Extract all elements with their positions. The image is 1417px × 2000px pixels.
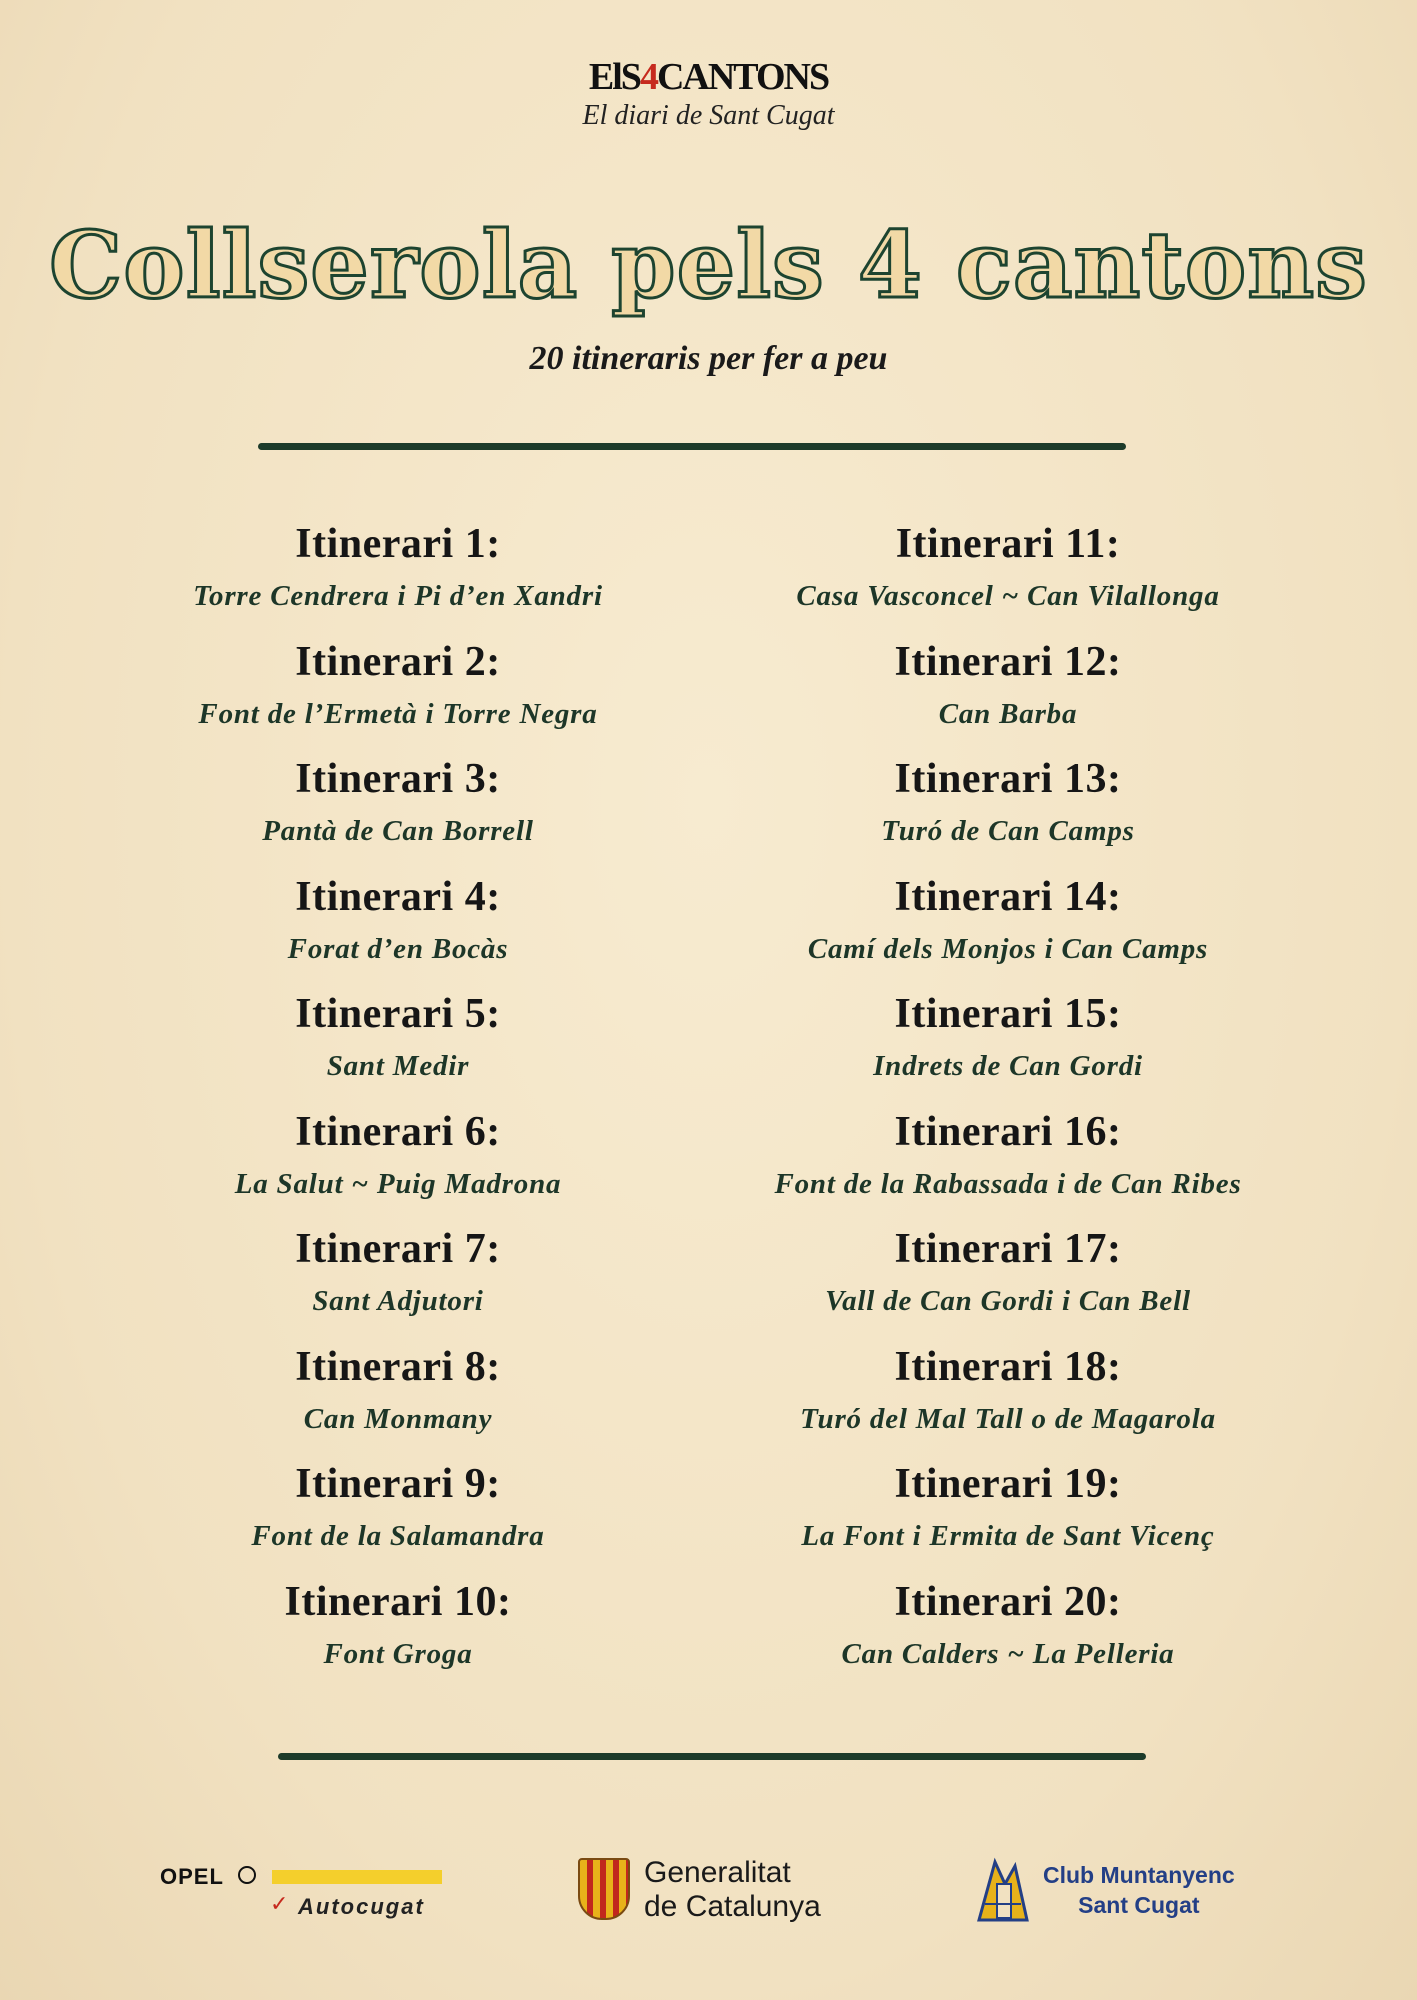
itinerary-item bbox=[118, 1338, 678, 1456]
itinerary-item bbox=[118, 868, 678, 986]
itinerary-place: Forat d’en Bocàs bbox=[287, 932, 509, 965]
page-title: Collserola pels 4 cantons bbox=[49, 211, 1368, 319]
itinerary-item bbox=[728, 1220, 1288, 1338]
itinerary-column-left bbox=[118, 515, 678, 1690]
itinerary-place: Sant Adjutori bbox=[312, 1285, 484, 1317]
bottom-divider bbox=[278, 1753, 1146, 1760]
itinerary-item bbox=[728, 1455, 1288, 1573]
itinerary-item bbox=[118, 1455, 678, 1573]
itinerary-title: Itinerari 14: bbox=[894, 873, 1122, 920]
itinerary-place: Turó del Mal Tall o de Magarola bbox=[800, 1402, 1216, 1435]
dealer-name: Autocugat bbox=[298, 1894, 425, 1919]
itinerary-title: Itinerari 5: bbox=[295, 991, 501, 1037]
itinerary-place: Pantà de Can Borrell bbox=[262, 815, 534, 847]
club-name: Club Muntanyenc Sant Cugat bbox=[1043, 1862, 1235, 1918]
itinerary-place: Casa Vasconcel ~ Can Vilallonga bbox=[796, 580, 1220, 612]
itinerary-title: Itinerari 13: bbox=[894, 756, 1122, 802]
itinerary-title: Itinerari 15: bbox=[894, 991, 1122, 1037]
itinerary-item bbox=[118, 633, 678, 751]
generalitat-text: Generalitat de Catalunya bbox=[644, 1856, 821, 1923]
itinerary-place: Sant Medir bbox=[326, 1050, 470, 1082]
masthead bbox=[0, 55, 1417, 133]
itinerary-title: Itinerari 10: bbox=[284, 1578, 512, 1625]
itinerary-item bbox=[118, 1103, 678, 1221]
itinerary-title: Itinerari 7: bbox=[295, 1226, 501, 1272]
itinerary-title: Itinerari 4: bbox=[295, 873, 501, 920]
itinerary-place: Turó de Can Camps bbox=[881, 815, 1135, 847]
itinerary-item bbox=[728, 515, 1288, 633]
itinerary-item bbox=[118, 1220, 678, 1338]
generalitat-logo bbox=[578, 1850, 898, 1930]
itinerary-title: Itinerari 9: bbox=[295, 1461, 501, 1507]
logo-number: 4 bbox=[639, 56, 657, 98]
opel-ring-icon bbox=[238, 1866, 256, 1884]
check-icon: ✓ bbox=[270, 1892, 289, 1917]
itinerary-title: Itinerari 17: bbox=[894, 1226, 1122, 1272]
itinerary-item bbox=[728, 1103, 1288, 1221]
itinerary-column-right bbox=[728, 515, 1288, 1690]
itinerary-title: Itinerari 18: bbox=[894, 1343, 1122, 1390]
itinerary-title: Itinerari 1: bbox=[295, 521, 501, 567]
mountain-club-emblem-icon bbox=[975, 1854, 1031, 1922]
itinerary-place: Can Monmany bbox=[303, 1402, 493, 1435]
itinerary-place: Can Calders ~ La Pelleria bbox=[841, 1637, 1175, 1670]
catalan-shield-icon bbox=[578, 1858, 630, 1920]
newspaper-logo: ElS4CANTONS bbox=[588, 56, 829, 98]
top-divider bbox=[258, 443, 1126, 450]
opel-wordmark: OPEL bbox=[160, 1864, 224, 1889]
page-subtitle: 20 itineraris per fer a peu bbox=[529, 340, 888, 377]
newspaper-tagline: El diari de Sant Cugat bbox=[582, 100, 835, 131]
itinerary-title: Itinerari 11: bbox=[895, 521, 1121, 567]
itinerary-place: Torre Cendrera i Pi d’en Xandri bbox=[193, 580, 603, 612]
itinerary-item bbox=[118, 515, 678, 633]
itinerary-place: La Font i Ermita de Sant Vicenç bbox=[801, 1520, 1215, 1552]
itinerary-item bbox=[728, 1338, 1288, 1456]
itinerary-item bbox=[118, 1573, 678, 1691]
opel-autocugat-logo bbox=[160, 1864, 450, 1924]
club-muntanyenc-logo bbox=[975, 1850, 1275, 1930]
yellow-stripe bbox=[272, 1870, 442, 1884]
itinerary-place: La Salut ~ Puig Madrona bbox=[234, 1167, 562, 1200]
itinerary-item bbox=[728, 750, 1288, 868]
itinerary-title: Itinerari 2: bbox=[295, 638, 501, 685]
itinerary-title: Itinerari 12: bbox=[894, 638, 1122, 685]
itinerary-place: Camí dels Monjos i Can Camps bbox=[807, 932, 1209, 965]
itinerary-title: Itinerari 6: bbox=[295, 1108, 501, 1155]
itinerary-title: Itinerari 19: bbox=[894, 1461, 1122, 1507]
itinerary-item bbox=[118, 750, 678, 868]
itinerary-item bbox=[118, 985, 678, 1103]
itinerary-item bbox=[728, 1573, 1288, 1691]
itinerary-place: Font Groga bbox=[323, 1637, 473, 1670]
itinerary-place: Font de l’Ermetà i Torre Negra bbox=[198, 697, 598, 730]
itinerary-item bbox=[728, 633, 1288, 751]
itinerary-place: Font de la Salamandra bbox=[251, 1520, 545, 1552]
itinerary-place: Can Barba bbox=[938, 697, 1078, 730]
itinerary-title: Itinerari 3: bbox=[295, 756, 501, 802]
itinerary-place: Vall de Can Gordi i Can Bell bbox=[825, 1285, 1191, 1317]
itinerary-place: Font de la Rabassada i de Can Ribes bbox=[774, 1167, 1242, 1200]
itinerary-title: Itinerari 20: bbox=[894, 1578, 1122, 1625]
itinerary-place: Indrets de Can Gordi bbox=[873, 1050, 1143, 1082]
itinerary-title: Itinerari 8: bbox=[295, 1343, 501, 1390]
sponsor-bar bbox=[0, 1850, 1417, 1930]
itinerary-item bbox=[728, 868, 1288, 986]
itinerary-item bbox=[728, 985, 1288, 1103]
itinerary-title: Itinerari 16: bbox=[894, 1108, 1122, 1155]
